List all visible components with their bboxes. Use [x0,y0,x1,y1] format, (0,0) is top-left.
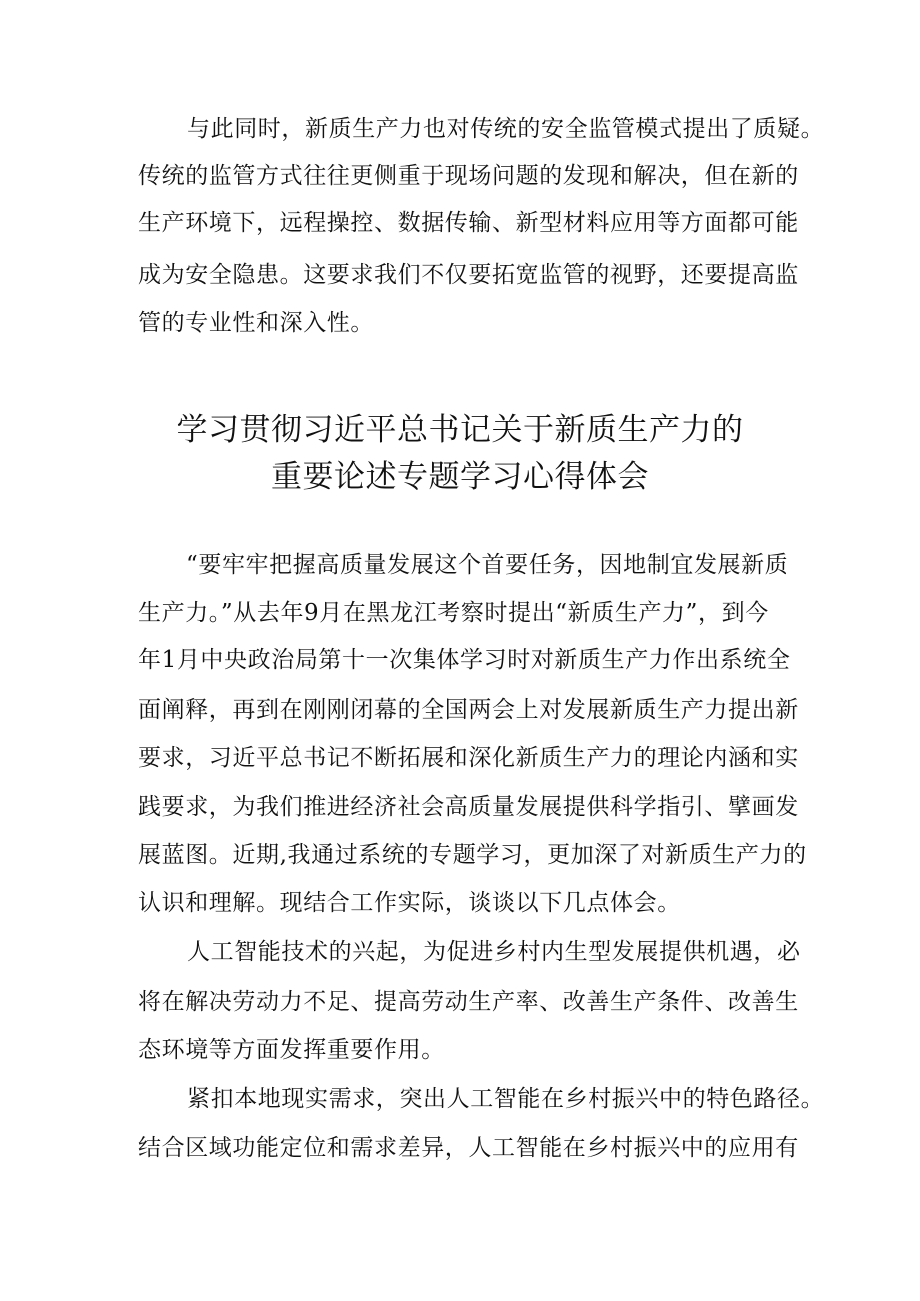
paragraph-3-line-3: 态环境等方面发挥重要作用。 [138,1037,445,1063]
document-title-line-1: 学习贯彻习近平总书记关于新质生产力的 [176,412,744,448]
paragraph-2-line-5: 要求，习近平总书记不断拓展和深化新质生产力的理论内涵和实 [138,745,799,771]
paragraph-1-line-2: 传统的监管方式往往更侧重于现场问题的发现和解决，但在新的 [138,163,799,189]
paragraph-3-line-2: 将在解决劳动力不足、提高劳动生产率、改善生产条件、改善生 [138,989,799,1015]
document-title-line-2: 重要论述专题学习心得体会 [271,459,649,495]
paragraph-4-line-2: 结合区域功能定位和需求差异，人工智能在乡村振兴中的应用有 [138,1135,799,1161]
paragraph-1-line-1: 与此同时，新质生产力也对传统的安全监管模式提出了质疑。 [187,116,825,142]
paragraph-4-line-1: 紧扣本地现实需求，突出人工智能在乡村振兴中的特色路径。 [187,1086,825,1112]
paragraph-2-line-3: 年1月中央政治局第十一次集体学习时对新质生产力作出系统全 [138,647,791,673]
paragraph-3-line-1: 人工智能技术的兴起，为促进乡村内生型发展提供机遇，必 [187,939,801,965]
paragraph-2-line-8: 认识和理解。现结合工作实际，谈谈以下几点体会。 [138,890,681,916]
paragraph-1-line-5: 管的专业性和深入性。 [138,310,374,336]
paragraph-2-line-2: 生产力。”从去年9月在黑龙江考察时提出“新质生产力”，到今 [138,600,769,626]
paragraph-2-line-1: “要牢牢把握高质量发展这个首要任务，因地制宜发展新质 [186,552,789,578]
paragraph-2-line-6: 践要求，为我们推进经济社会高质量发展提供科学指引、擘画发 [138,794,799,820]
paragraph-2-line-4: 面阐释，再到在刚刚闭幕的全国两会上对发展新质生产力提出新 [138,697,799,723]
paragraph-1-line-4: 成为安全隐患。这要求我们不仅要拓宽监管的视野，还要提高监 [138,262,799,288]
paragraph-2-line-7: 展蓝图。近期,我通过系统的专题学习，更加深了对新质生产力的 [138,842,807,868]
paragraph-1-line-3: 生产环境下，远程操控、数据传输、新型材料应用等方面都可能 [138,210,799,236]
